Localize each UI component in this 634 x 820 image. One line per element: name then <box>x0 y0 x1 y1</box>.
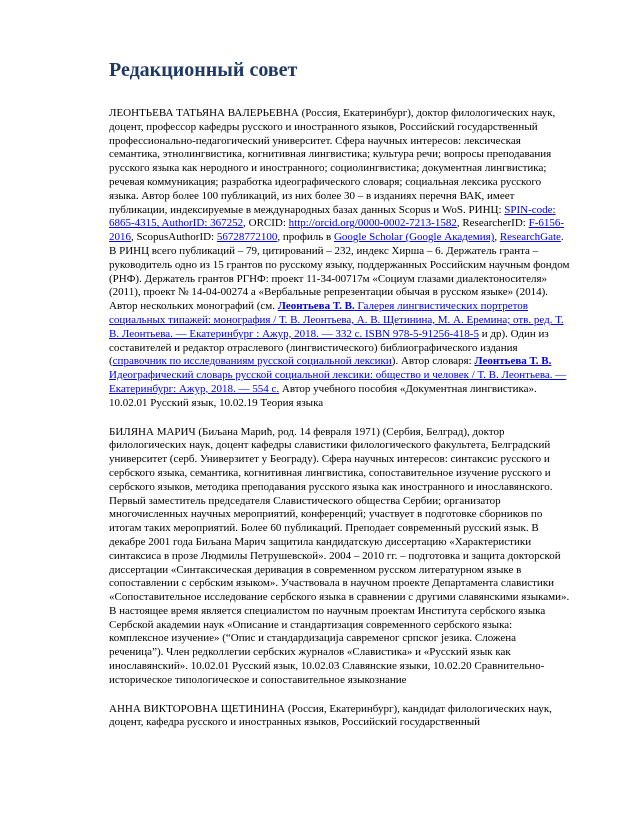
monograph-author: Леонтьева Т. В. <box>277 300 355 313</box>
bio-text: Автор учебного пособия «Документная лингвистика». 10.02.01 Русский язык, 10.02.19 Теория языка <box>109 382 537 409</box>
bio-shchetinina: АННА ВИКТОРОВНА ЩЕТИНИНА (Россия, Екатеринбург), кандидат филологических наук, доцент, кафедра русского и иностранных языков, Российский государственный <box>109 702 552 729</box>
spin-code-link[interactable]: SPIN-code: 6865-4315, AuthorID: 367252 <box>109 203 556 230</box>
researcher-id-link[interactable]: F-6156-2016 <box>109 217 565 244</box>
bio-text: , ResearcherID: <box>456 217 529 230</box>
bio-text: . В РИНЦ всего публикаций – 79, цитирований – 232, индекс Хирша – 6. Держатель гранта – руководитель одно из 15 грантов по русскому языку, поддержанных Российским научным фондом (РНФ). Держатель грантов РГНФ: проект 11-34-00717м «Социум глазами диалектоносителя» (2011), проект № 14-04-00274 а «Вербальные репрезентации обычая в русском языке» (2014). Автор нескольких монографий (см. <box>109 231 570 313</box>
bio-text: , <box>494 231 500 244</box>
orcid-link[interactable]: http://orcid.org/0000-0002-7213-1582 <box>288 217 457 230</box>
guide-link[interactable]: справочник по исследованиям русской социальной лексики <box>112 355 392 368</box>
bio-text: и др). Один из составителей и редактор отраслевого (лингвистического) библиографического издания ( <box>109 327 549 368</box>
scopus-id-link[interactable]: 56728772100 <box>216 231 278 244</box>
dictionary-title: Идеографический словарь русской социальной лексики: общество и человек / Т. В. Леонтьева. — Екатеринбург: Ажур, 2018. — 554 с. <box>109 369 567 395</box>
bio-text: ЛЕОНТЬЕВА ТАТЬЯНА ВАЛЕРЬЕВНА (Россия, Екатеринбург), доктор филологических наук, доцент, профессор кафедры русского и иностранного языков, Российский государственный профессионально-педагогический университет. Сфера научных интересов: лексическая семантика, этнолингвистика, когнитивная лингвистика; культура речи; вопросы преподавания русского языка как неродного и иностранного; социолингвистика; документная лингвистика; речевая коммуникация; разработка идеографического словаря; социальная лексика русского языка. Автор более 100 публикаций, из них более 30 – в изданиях перечня ВАК, имеет публикации, индексируемые в международных базах данных Scopus и WoS. РИНЦ: <box>109 107 556 216</box>
bio-text: , ScopusAuthorID: <box>131 231 217 244</box>
bio-text: , ORCID: <box>243 217 289 230</box>
monograph-title: Галерея лингвистических портретов социальных типажей: монография / Т. В. Леонтьева, А. В. Щетинина, М. А. Еремина; отв. ред. Т. В. Леонтьева. — Екатеринбург : Ажур, 2018. — 332 с. ISBN 978-5-91256-418-5 <box>109 300 564 340</box>
researchgate-link[interactable]: ResearchGate <box>499 231 561 244</box>
bio-text: , профиль в <box>277 231 334 244</box>
dictionary-author: Леонтьева Т. В. <box>474 355 552 368</box>
bio-maric: БИЛЯНА МАРИЧ (Биљана Марић, род. 14 февраля 1971) (Сербия, Белград), доктор филологических наук, доцент кафедры славистики филологического факультета, Белградский университет (серб. Универзитет у Београду). Сфера научных интересов: синтаксис русского и сербского языка, семантика, когнитивная лингвистика, сопоставительное изучение русского и сербского языков, методика преподавания русского языка как иностранного и инославянского. Первый заместитель председателя Славистического общества Сербии; организатор многочисленных научных мероприятий, конференций; участвует в подготовке сборников по итогам таких мероприятий. Более 60 публикаций. Преподает современный русский язык. В декабре 2001 года Биљана Марич защитила кандидатскую диссертацию «Характеристики синтаксиса в прозе Людмилы Петрушевской». 2004 – 2010 гг. – подготовка и защита докторской диссертации «Синтаксическая деривация в современном русском литературном языке в сопоставлении с сербским языком». Участвовала в научном проекте Департамента славистики «Сопоставительное исследование сербского языка в сравнении с другими славянскими языками». В настоящее время является специалистом по научным проектам Института сербского языка Сербской академии наук «Описание и стандартизация современного сербского языка: комплексное изучение» (“Опис и стандардизација савременог српског језика. Сложена реченица”). Член редколлегии сербских журналов «Славистика» и «Русский язык как инославянский». 10.02.01 Русский язык, 10.02.03 Славянские языки, 10.02.20 Сравнительно-историческое типологическое и сопоставительное языкознание <box>109 425 570 686</box>
bio-leontieva <box>109 107 570 411</box>
page-title: Редакционный совет <box>109 59 298 81</box>
google-scholar-link[interactable]: Google Scholar (Google Академия) <box>333 231 495 244</box>
bio-text: ). Автор словаря: <box>391 355 475 368</box>
